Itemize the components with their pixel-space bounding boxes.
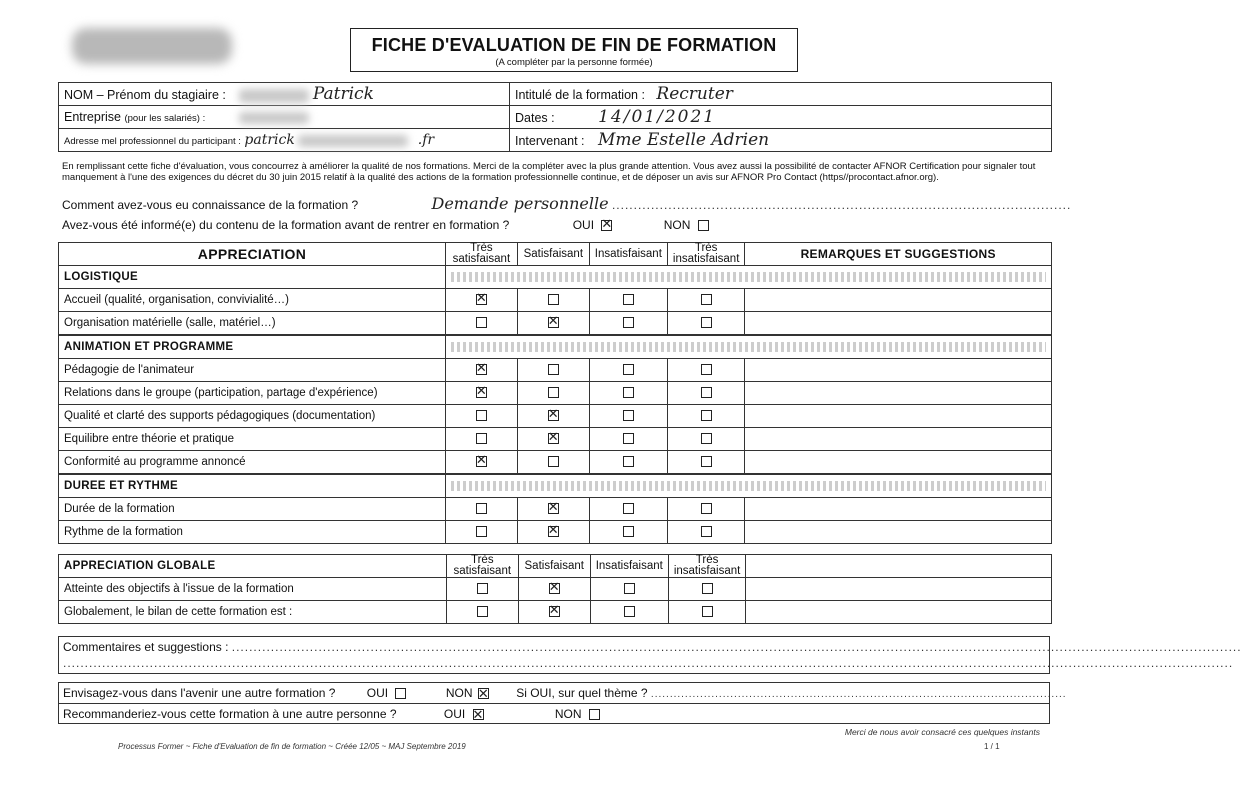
informe-oui-label: OUI [572,218,595,232]
section-title-logistique: LOGISTIQUE [59,266,446,289]
informe-oui-checkbox[interactable] [601,220,612,231]
recommande-label: Recommanderiez-vous cette formation à une autre personne ? [63,707,397,721]
title-box [350,28,798,72]
table-row [59,312,1052,336]
checkbox[interactable] [702,583,713,594]
section-title-animation: ANIMATION ET PROGRAMME [59,335,446,359]
recommande-non-checkbox[interactable] [589,709,600,720]
entreprise-label: Entreprise [64,110,121,124]
table-row [59,451,1052,475]
checkbox[interactable] [476,387,487,398]
checkbox[interactable] [548,364,559,375]
checkbox[interactable] [623,503,634,514]
checkbox[interactable] [477,583,488,594]
formation-cell [510,83,1052,106]
comments-label: Commentaires et suggestions : [63,640,229,654]
intro-paragraph: En remplissant cette fiche d'évaluation, vous concourrez à améliorer la qualité de nos formations. Merci de la compléter avec la plus grande attention. Vous avez aussi la possibilité de contacter AFNOR Certification pour signaler tout manquement à l'une des exigences du décret du 30 juin 2015 relatif à la qualité des actions de la formation professionnelle continue, et de déposer un avis sur AFNOR Pro Contact (https//procontact.afnor.org). [62,161,1036,183]
col-satisfaisant: Satisfaisant [517,243,589,266]
checkbox[interactable] [701,364,712,375]
row-label: Durée de la formation [59,498,446,521]
email-value-end: .fr [417,132,435,148]
section-filler [445,474,1051,498]
checkbox[interactable] [548,410,559,421]
entreprise-cell [59,106,510,129]
remarques-cell[interactable] [745,428,1052,451]
row-label: Rythme de la formation [59,521,446,544]
email-cell [59,129,510,152]
col-tres-insatisfaisant: Très insatisfaisant [667,243,744,266]
intervenant-cell [510,129,1052,152]
checkbox[interactable] [623,364,634,375]
global-table [58,554,1052,624]
checkbox[interactable] [476,433,487,444]
page-title: FICHE D'EVALUATION DE FIN DE FORMATION [371,35,777,55]
checkbox[interactable] [476,526,487,537]
table-row [59,359,1052,382]
redacted-email [298,135,408,147]
evaluation-header-row [59,243,1052,266]
remarques-cell[interactable] [745,289,1052,312]
recommande-non-label: NON [554,707,582,721]
intervenant-value: Mme Estelle Adrien [597,130,770,150]
checkbox[interactable] [548,433,559,444]
checkbox[interactable] [623,294,634,305]
row-label: Accueil (qualité, organisation, convivialité…) [59,289,446,312]
redacted-logo [72,28,232,64]
checkbox[interactable] [701,526,712,537]
email-label: Adresse mel professionnel du participant : [64,136,241,147]
page-subtitle: (A compléter par la personne formée) [495,57,653,68]
checkbox[interactable] [548,387,559,398]
row-label: Conformité au programme annoncé [59,451,446,475]
formation-label: Intitulé de la formation : [515,88,645,102]
col-tres-satisfaisant: Très satisfaisant [445,243,517,266]
informe-non-checkbox[interactable] [698,220,709,231]
recommande-oui-label: OUI [443,707,466,721]
table-row [59,382,1052,405]
checkbox[interactable] [549,583,560,594]
checkbox[interactable] [548,503,559,514]
checkbox[interactable] [548,317,559,328]
row-label: Atteinte des objectifs à l'issue de la formation [59,578,447,601]
global-header-row [59,555,1052,578]
checkbox[interactable] [548,294,559,305]
connaissance-row [62,194,1072,213]
thanks-text: Merci de nous avoir consacré ces quelques instants [844,727,1040,737]
recommande-oui-checkbox[interactable] [473,709,484,720]
checkbox[interactable] [623,433,634,444]
dates-value: 14/01/2021 [598,107,717,127]
global-title: APPRECIATION GLOBALE [59,555,447,578]
section-title-duree: DUREE ET RYTHME [59,474,446,498]
autre-oui-label: OUI [366,686,389,700]
connaissance-value: Demande personnelle [431,194,609,213]
checkbox[interactable] [548,456,559,467]
checkbox[interactable] [476,410,487,421]
remarques-cell[interactable] [745,312,1052,336]
row-label: Globalement, le bilan de cette formation est : [59,601,447,624]
row-label: Organisation matérielle (salle, matériel…) [59,312,446,336]
remarques-cell[interactable] [745,498,1052,521]
theme-dots: .............................................................................................................. [650,689,1067,700]
section-row [59,474,1052,498]
checkbox[interactable] [701,387,712,398]
row-label: Qualité et clarté des supports pédagogiques (documentation) [59,405,446,428]
informe-non-label: NON [663,218,691,232]
checkbox[interactable] [701,317,712,328]
autre-formation-row [59,683,1067,704]
dates-cell [510,106,1052,129]
checkbox[interactable] [701,456,712,467]
remarques-cell[interactable] [746,601,1052,624]
checkbox[interactable] [623,317,634,328]
theme-label: Si OUI, sur quel thème ? [516,686,648,700]
table-row [59,428,1052,451]
intervenant-label: Intervenant : [515,134,585,148]
informe-label: Avez-vous été informé(e) du contenu de la formation avant de rentrer en formation ? [62,218,510,232]
table-row [59,601,1052,624]
checkbox[interactable] [701,410,712,421]
checkbox[interactable] [701,294,712,305]
checkbox[interactable] [623,526,634,537]
connaissance-label: Comment avez-vous eu connaissance de la formation ? [62,198,359,212]
checkbox[interactable] [701,433,712,444]
table-row [59,405,1052,428]
table-row [59,289,1052,312]
dates-label: Dates : [515,111,555,125]
checkbox[interactable] [624,583,635,594]
autre-non-checkbox[interactable] [478,688,489,699]
autre-label: Envisagez-vous dans l'avenir une autre formation ? [63,686,336,700]
checkbox[interactable] [623,410,634,421]
col-tres-satisfaisant: Très satisfaisant [446,555,518,578]
checkbox[interactable] [623,456,634,467]
remarques-cell[interactable] [745,359,1052,382]
email-value-start: patrick [244,132,295,148]
table-row [59,521,1052,544]
col-insatisfaisant: Insatisfaisant [589,243,667,266]
col-insatisfaisant: Insatisfaisant [590,555,668,578]
formation-value: Recruter [656,84,733,104]
checkbox[interactable] [623,387,634,398]
appreciation-header: APPRECIATION [59,243,446,266]
col-tres-insatisfaisant: Très insatisfaisant [668,555,745,578]
table-row [59,498,1052,521]
checkbox[interactable] [476,317,487,328]
nom-label: NOM – Prénom du stagiaire : [64,88,226,102]
evaluation-table [58,242,1052,544]
checkbox[interactable] [702,606,713,617]
remarques-cell[interactable] [745,451,1052,475]
footer-left: Processus Former ~ Fiche d'Evaluation de fin de formation ~ Créée 12/05 ~ MAJ Septembre 2019 [118,742,466,751]
checkbox[interactable] [549,606,560,617]
remarques-cell[interactable] [745,521,1052,544]
checkbox[interactable] [548,526,559,537]
future-box [58,682,1067,724]
remarques-cell[interactable] [746,578,1052,601]
connaissance-dots: .......................................................................................................... [611,198,1072,212]
remarques-cell[interactable] [745,405,1052,428]
nom-cell [59,83,510,106]
section-row [59,335,1052,359]
redacted-company [239,112,309,124]
col-satisfaisant: Satisfaisant [518,555,590,578]
table-row [59,578,1052,601]
comments-dots-1: ......................................................................................................................................................................................................................................... [231,640,1242,654]
checkbox[interactable] [476,456,487,467]
entreprise-sub: (pour les salariés) : [124,113,206,124]
nom-value: Patrick [312,84,374,104]
autre-non-label: NON [445,686,473,700]
checkbox[interactable] [701,503,712,514]
redacted-surname [239,89,309,103]
footer-right: 1 / 1 [984,742,1000,751]
checkbox[interactable] [476,503,487,514]
remarques-header: REMARQUES ET SUGGESTIONS [745,243,1052,266]
section-row [59,266,1052,289]
comments-dots-2: .............................................................................................................................................................................................................................................................................. [63,656,1234,670]
checkbox[interactable] [477,606,488,617]
row-label: Relations dans le groupe (participation, partage d'expérience) [59,382,446,405]
section-filler [445,266,1051,289]
row-label: Equilibre entre théorie et pratique [59,428,446,451]
identity-table [58,82,1052,152]
section-filler [445,335,1051,359]
comments-box[interactable] [58,636,1242,674]
row-label: Pédagogie de l'animateur [59,359,446,382]
checkbox[interactable] [476,364,487,375]
informe-row [62,218,709,232]
global-remarques-cell [746,555,1052,578]
recommande-row [59,704,1049,724]
remarques-cell[interactable] [745,382,1052,405]
autre-oui-checkbox[interactable] [395,688,406,699]
checkbox[interactable] [624,606,635,617]
checkbox[interactable] [476,294,487,305]
